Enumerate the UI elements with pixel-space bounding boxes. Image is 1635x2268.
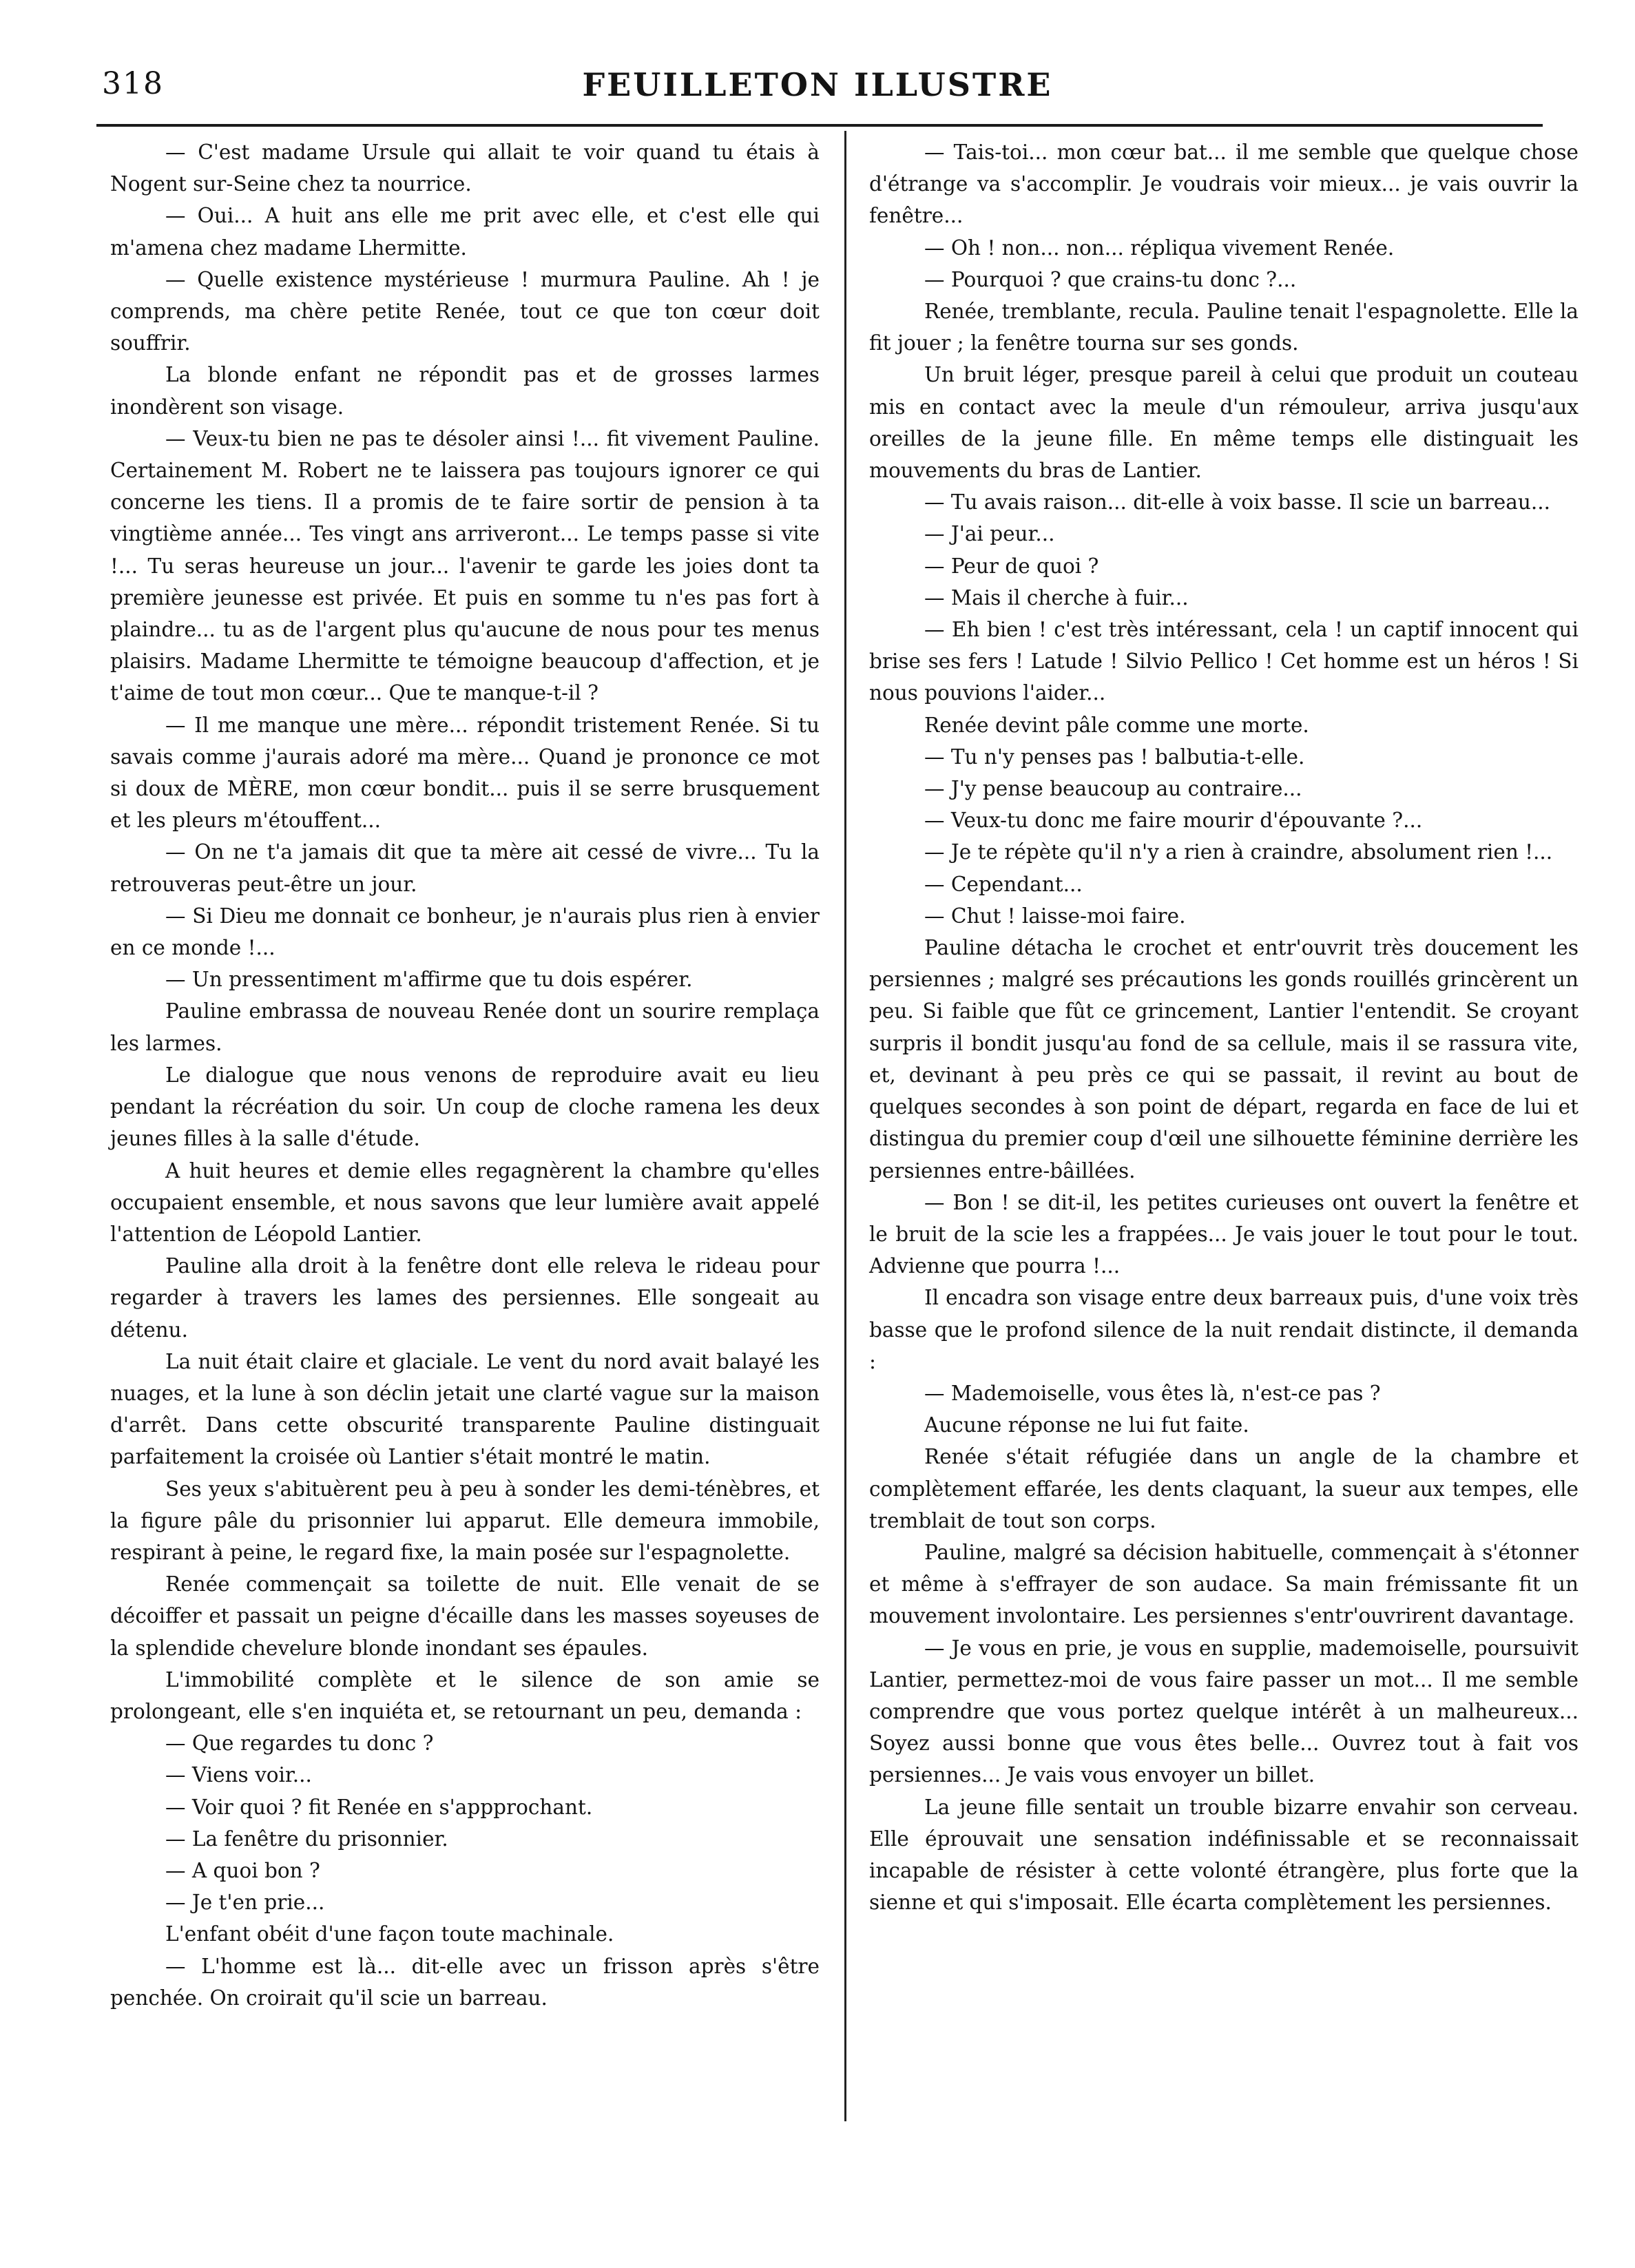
- paragraph: La blonde enfant ne répondit pas et de grosses larmes inondèrent son visage.: [110, 363, 820, 419]
- paragraph: Aucune réponse ne lui fut faite.: [924, 1413, 1249, 1437]
- paragraph: — Bon ! se dit-il, les petites curieuses ont ouvert la fenêtre et le bruit de la scie les a frappées... Je vais jouer le tout pour le tout. Advienne que pourra !...: [869, 1190, 1579, 1278]
- paragraph: Pauline, malgré sa décision habituelle, commençait à s'étonner et même à s'effrayer de son audace. Sa main frémissante fit un mouvement involontaire. Les persiennes s'entr'ouvrirent davantage.: [869, 1540, 1579, 1628]
- paragraph: — Il me manque une mère... répondit tristement Renée. Si tu savais comme j'aurais adoré ma mère... Quand je prononce ce mot si doux de MÈRE, mon cœur bondit... puis il se serre brusquement et les pleurs m'étouffent...: [110, 713, 820, 833]
- paragraph: — Voir quoi ? fit Renée en s'appprochant.: [165, 1795, 593, 1819]
- paragraph: L'immobilité complète et le silence de son amie se prolongeant, elle s'en inquiéta et, se retournant un peu, demanda :: [110, 1667, 820, 1723]
- page-number: 318: [102, 66, 164, 101]
- header-rule: [96, 124, 1543, 127]
- page-header: [0, 66, 1635, 114]
- paragraph: — A quoi bon ?: [165, 1858, 320, 1882]
- paragraph: — Mademoiselle, vous êtes là, n'est-ce pas ?: [924, 1381, 1381, 1405]
- paragraph: — Que regardes tu donc ?: [165, 1731, 434, 1756]
- paragraph: — Oui... A huit ans elle me prit avec elle, et c'est elle qui m'amena chez madame Lhermitte.: [110, 204, 820, 260]
- paragraph: Un bruit léger, presque pareil à celui que produit un couteau mis en contact avec la meule d'un rémouleur, arriva jusqu'aux oreilles de la jeune fille. En même temps elle distinguait les mouvements du bras de Lantier.: [869, 363, 1579, 483]
- paragraph: — Peur de quoi ?: [924, 554, 1099, 578]
- paragraph: Pauline alla droit à la fenêtre dont elle releva le rideau pour regarder à travers les lames des persiennes. Elle songeait au détenu.: [110, 1254, 820, 1342]
- paragraph: Ses yeux s'abituèrent peu à peu à sonder les demi-ténèbres, et la figure pâle du prisonnier lui apparut. Elle demeura immobile, respirant à peine, le regard fixe, la main posée sur l'espagnolette.: [110, 1477, 820, 1564]
- paragraph: — J'ai peur...: [924, 522, 1055, 546]
- right-column: [869, 136, 1579, 1918]
- paragraph: — Pourquoi ? que crains-tu donc ?...: [924, 267, 1297, 291]
- paragraph: — L'homme est là... dit-elle avec un frisson après s'être penchée. On croirait qu'il scie un barreau.: [110, 1954, 820, 2010]
- paragraph: A huit heures et demie elles regagnèrent la chambre qu'elles occupaient ensemble, et nous savons que leur lumière avait appelé l'attention de Léopold Lantier.: [110, 1158, 820, 1246]
- paragraph: Pauline embrassa de nouveau Renée dont un sourire remplaça les larmes.: [110, 999, 820, 1055]
- paragraph: — Je vous en prie, je vous en supplie, mademoiselle, poursuivit Lantier, permettez-moi de vous faire passer un mot... Il me semble comprendre que vous portez quelque intérêt à un malheureux... Soyez aussi bonne que vous êtes belle... Ouvrez tout à fait vos persiennes... Je vais vous envoyer un billet.: [869, 1636, 1579, 1787]
- paragraph: — Mais il cherche à fuir...: [924, 585, 1189, 610]
- paragraph: Renée devint pâle comme une morte.: [924, 713, 1309, 737]
- paragraph: — Veux-tu donc me faire mourir d'épouvante ?...: [924, 809, 1423, 833]
- paragraph: La nuit était claire et glaciale. Le vent du nord avait balayé les nuages, et la lune à son déclin jetait une clarté vague sur la maison d'arrêt. Dans cette obscurité transparente Pauline distinguait parfaitement la croisée où Lantier s'était montré le matin.: [110, 1349, 820, 1469]
- paragraph: — Tu avais raison... dit-elle à voix basse. Il scie un barreau...: [924, 490, 1550, 514]
- paragraph: — La fenêtre du prisonnier.: [165, 1827, 448, 1851]
- paragraph: — Si Dieu me donnait ce bonheur, je n'aurais plus rien à envier en ce monde !...: [110, 904, 820, 960]
- paragraph: Renée commençait sa toilette de nuit. Elle venait de se décoiffer et passait un peigne d'écaille dans les masses soyeuses de la splendide chevelure blonde inondant ses épaules.: [110, 1572, 820, 1660]
- paragraph: — Tais-toi... mon cœur bat... il me semble que quelque chose d'étrange va s'accomplir. Je voudrais voir mieux... je vais ouvrir la fenêtre...: [869, 141, 1579, 228]
- paragraph: Renée, tremblante, recula. Pauline tenait l'espagnolette. Elle la fit jouer ; la fenêtre tourna sur ses gonds.: [869, 300, 1579, 355]
- paragraph: La jeune fille sentait un trouble bizarre envahir son cerveau. Elle éprouvait une sensation indéfinissable et se reconnaissait incapable de résister à cette volonté étrangère, plus forte que la sienne et qui s'imposait. Elle écarta complètement les persiennes.: [869, 1795, 1579, 1915]
- paragraph: Il encadra son visage entre deux barreaux puis, d'une voix très basse que le profond silence de la nuit rendait distincte, il demanda :: [869, 1286, 1579, 1373]
- paragraph: — Oh ! non... non... répliqua vivement Renée.: [924, 236, 1395, 260]
- paragraph: — Viens voir...: [165, 1763, 312, 1787]
- paragraph: — Eh bien ! c'est très intéressant, cela ! un captif innocent qui brise ses fers ! Latude ! Silvio Pellico ! Cet homme est un héros ! Si nous pouvions l'aider...: [869, 618, 1579, 705]
- paragraph: — Cependant...: [924, 872, 1083, 896]
- column-divider: [844, 131, 846, 2121]
- paragraph: L'enfant obéit d'une façon toute machinale.: [165, 1922, 614, 1946]
- paragraph: Pauline détacha le crochet et entr'ouvrit très doucement les persiennes ; malgré ses précautions les gonds rouillés grincèrent un peu. Si faible que fût ce grincement, Lantier l'entendit. Se croyant surpris il bondit jusqu'au fond de sa cellule, mais il se rassura vite, et, devinant à peu près ce qui se passait, il revint au bout de quelques secondes à son point de départ, regarda en face de lui et distingua du premier coup d'œil une silhouette féminine derrière les persiennes entre-bâillées.: [869, 936, 1579, 1183]
- paragraph: Le dialogue que nous venons de reproduire avait eu lieu pendant la récréation du soir. Un coup de cloche ramena les deux jeunes filles à la salle d'étude.: [110, 1063, 820, 1151]
- paragraph: — Veux-tu bien ne pas te désoler ainsi !... fit vivement Pauline. Certainement M. Robert ne te laissera pas toujours ignorer ce qui concerne les tiens. Il a promis de te faire sortir de pension à ta vingtième année... Tes vingt ans arriveront... Le temps passe si vite !... Tu seras heureuse un jour... l'avenir te garde les joies dont ta première jeunesse est privée. Et puis en somme tu n'es pas fort à plaindre... tu as de l'argent plus qu'aucune de nous pour tes menus plaisirs. Madame Lhermitte te témoigne beaucoup d'affection, et je t'aime de tout mon cœur... Que te manque-t-il ?: [110, 426, 820, 705]
- paragraph: — Un pressentiment m'affirme que tu dois espérer.: [165, 968, 693, 992]
- page-title: FEUILLETON ILLUSTRE: [582, 66, 1053, 103]
- paragraph: — Tu n'y penses pas ! balbutia-t-elle.: [924, 745, 1305, 769]
- left-column: [110, 136, 820, 2014]
- paragraph: — C'est madame Ursule qui allait te voir quand tu étais à Nogent sur-Seine chez ta nourrice.: [110, 141, 820, 196]
- paragraph: Renée s'était réfugiée dans un angle de la chambre et complètement effarée, les dents claquant, la sueur aux tempes, elle tremblait de tout son corps.: [869, 1445, 1579, 1532]
- paragraph: — Je t'en prie...: [165, 1891, 325, 1915]
- paragraph: — On ne t'a jamais dit que ta mère ait cessé de vivre... Tu la retrouveras peut-être un jour.: [110, 840, 820, 896]
- paragraph: — Chut ! laisse-moi faire.: [924, 904, 1186, 928]
- paragraph: — J'y pense beaucoup au contraire...: [924, 777, 1302, 801]
- paragraph: — Quelle existence mystérieuse ! murmura Pauline. Ah ! je comprends, ma chère petite Renée, tout ce que ton cœur doit souffrir.: [110, 267, 820, 355]
- paragraph: — Je te répète qu'il n'y a rien à craindre, absolument rien !...: [924, 840, 1553, 864]
